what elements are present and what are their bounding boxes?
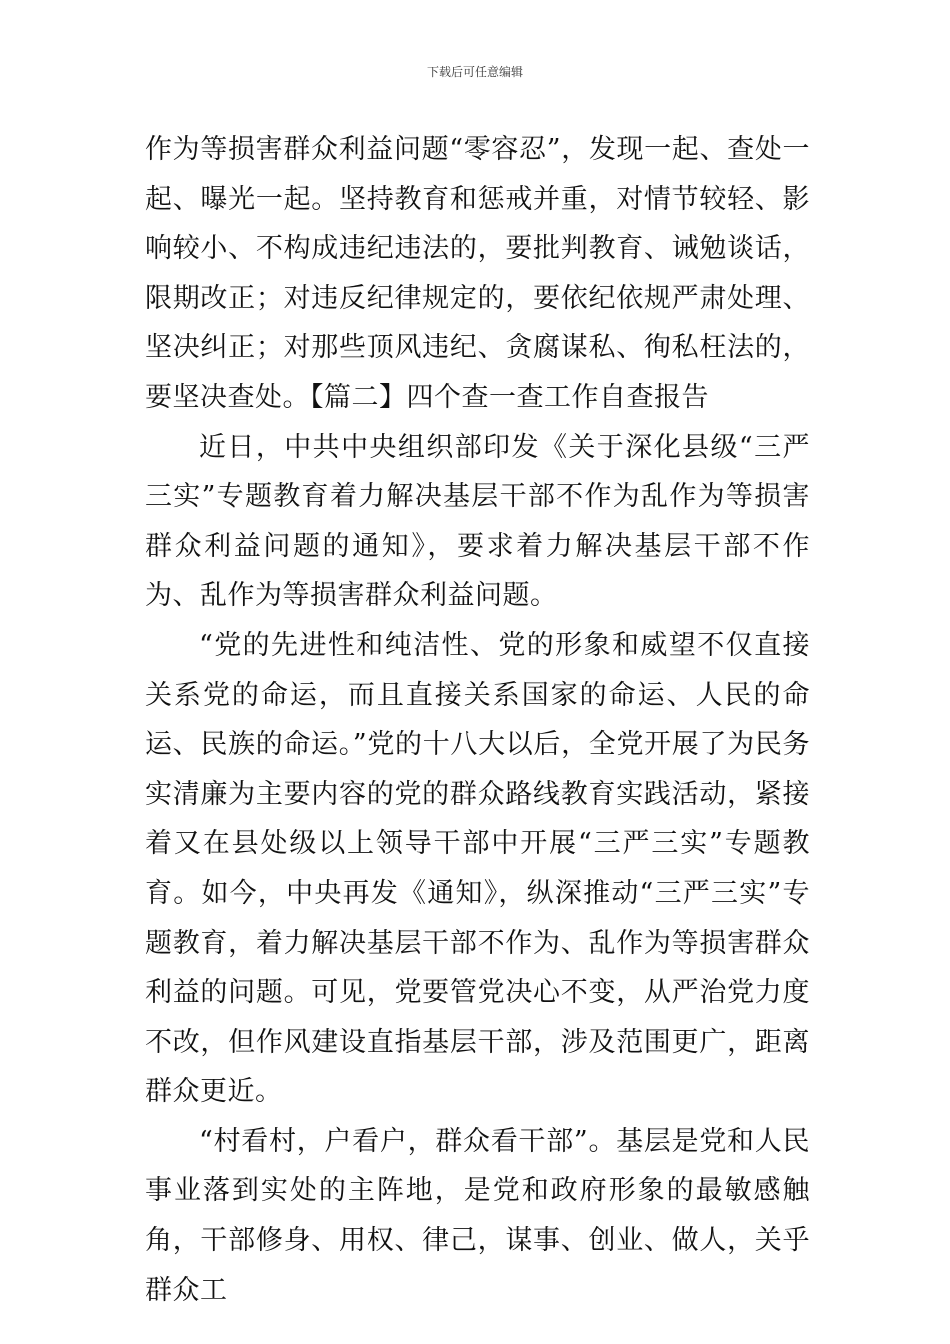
paragraph-3: “党的先进性和纯洁性、党的形象和威望不仅直接关系党的命运，而且直接关系国家的命运、人民的命运、民族的命运。”党的十八大以后，全党开展了为民务实清廉为主要内容的党的群众路线教育实践活动，紧接着又在县处级以上领导干部中开展“三严三实”专题教育。如今，中央再发《通知》，纵深推动“三严三实”专题教育，着力解决基层干部不作为、乱作为等损害群众利益的问题。可见，党要管党决心不变，从严治党力度不改，但作风建设直指基层干部，涉及范围更广，距离群众更近。 xyxy=(145,629,810,1108)
paragraph-1-text: 作为等损害群众利益问题“零容忍”，发现一起、查处一起、曝光一起。坚持教育和惩戒并重，对情节较轻、影响较小、不构成违纪违法的，要批判教育、诫勉谈话，限期改正；对违反纪律规定的，要依纪依规严肃处理、坚决纠正；对那些顶风违纪、贪腐谋私、徇私枉法的，要坚决查处。 xyxy=(145,134,810,413)
paragraph-1 xyxy=(145,125,810,423)
paragraph-2: 近日，中共中央组织部印发《关于深化县级“三严三实”专题教育着力解决基层干部不作为乱作为等损害群众利益问题的通知》，要求着力解决基层干部不作为、乱作为等损害群众利益问题。 xyxy=(145,431,810,612)
document-body xyxy=(145,125,810,1315)
paragraph-4: “村看村，户看户，群众看干部”。基层是党和人民事业落到实处的主阵地，是党和政府形象的最敏感触角，干部修身、用权、律己，谋事、创业、做人，关乎群众工 xyxy=(145,1125,810,1306)
page-header: 下载后可任意编辑 xyxy=(426,65,523,79)
section-heading-part-two: 【篇二】四个查一查工作自查报告 xyxy=(310,381,709,413)
